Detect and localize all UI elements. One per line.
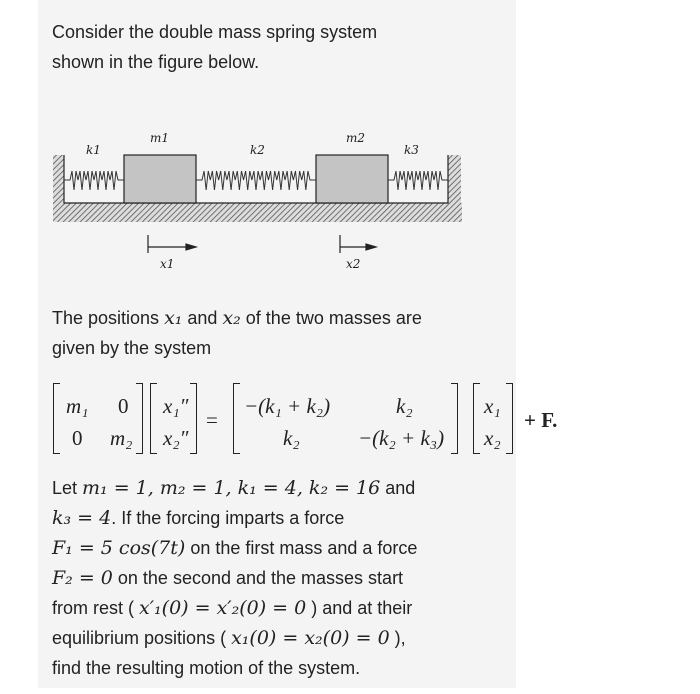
intro-text (52, 17, 512, 77)
vector-cell: x₂ (484, 426, 501, 450)
label-x2: x2 (346, 257, 361, 271)
problem-line (52, 533, 512, 563)
problem-line (52, 503, 512, 533)
label-x1: x1 (160, 257, 175, 271)
text: equilibrium positions ( (52, 628, 232, 648)
math: F₁ = 5 cos(7t) (52, 537, 186, 559)
matrix-cell: −(k₂ + k₃) (358, 426, 445, 450)
text: ) and at their (306, 598, 413, 618)
problem-line (52, 593, 512, 623)
spring-k2 (196, 171, 316, 190)
spring-k1 (64, 171, 124, 190)
x1-arrow (148, 235, 196, 253)
left-wall (53, 155, 64, 203)
text: The positions (52, 308, 165, 328)
bracket (506, 383, 513, 454)
math: x′₁(0) = x′₂(0) = 0 (139, 597, 307, 619)
x2-arrow (340, 235, 376, 253)
label-m2: m2 (346, 131, 366, 145)
text: . If the forcing imparts a force (111, 508, 345, 528)
math-x2: x₂ (222, 307, 241, 329)
problem-text (52, 473, 512, 683)
intro-line-1: Consider the double mass spring system (52, 22, 378, 42)
text: of the two masses are (240, 308, 422, 328)
bracket (150, 383, 157, 454)
matrix-cell: k₂ (283, 426, 300, 450)
bracket (53, 383, 60, 454)
vector-cell: x₁″ (163, 394, 189, 418)
math: x₁(0) = x₂(0) = 0 (231, 627, 390, 649)
forcing-term: + F. (524, 408, 558, 432)
label-k2: k2 (250, 143, 265, 157)
mass-2 (316, 155, 388, 203)
mass-spring-figure (40, 120, 480, 280)
problem-line: find the resulting motion of the system. (52, 658, 361, 678)
math: F₂ = 0 (52, 567, 113, 589)
math: m₁ = 1, m₂ = 1, k₁ = 4, k₂ = 16 (82, 477, 381, 499)
text: on the second and the masses start (112, 568, 404, 588)
problem-line (52, 563, 512, 593)
matrix-cell: m₂ (110, 426, 133, 450)
positions-line-2: given by the system (52, 338, 212, 358)
matrix-cell: m₁ (66, 394, 89, 418)
label-k1: k1 (86, 143, 101, 157)
bracket (233, 383, 240, 454)
spring-k3 (388, 171, 448, 190)
bracket (451, 383, 458, 454)
text: on the first mass and a force (185, 538, 418, 558)
matrix-cell: k₂ (396, 394, 413, 418)
vector-cell: x₁ (484, 394, 501, 418)
equals-sign: = (206, 408, 218, 432)
matrix-cell: −(k₁ + k₂) (244, 394, 331, 418)
right-wall (448, 155, 461, 203)
text: ), (389, 628, 406, 648)
matrix-cell: 0 (118, 394, 129, 418)
intro-line-2: shown in the figure below. (52, 52, 260, 72)
text: Let (52, 478, 83, 498)
math-x1: x₁ (164, 307, 183, 329)
floor (53, 203, 462, 222)
label-m1: m1 (150, 131, 170, 145)
bracket (190, 383, 197, 454)
vector-cell: x₂″ (163, 426, 189, 450)
positions-line-1 (52, 303, 512, 333)
matrix-cell: 0 (72, 426, 83, 450)
text: from rest ( (52, 598, 140, 618)
problem-line (52, 473, 512, 503)
problem-line (52, 623, 512, 653)
floor-outline (64, 155, 448, 203)
text: and (380, 478, 416, 498)
math: k₃ = 4 (52, 507, 112, 529)
mass-1 (124, 155, 196, 203)
positions-text (52, 303, 512, 363)
label-k3: k3 (404, 143, 419, 157)
bracket (136, 383, 143, 454)
bracket (473, 383, 480, 454)
text: and (182, 308, 223, 328)
